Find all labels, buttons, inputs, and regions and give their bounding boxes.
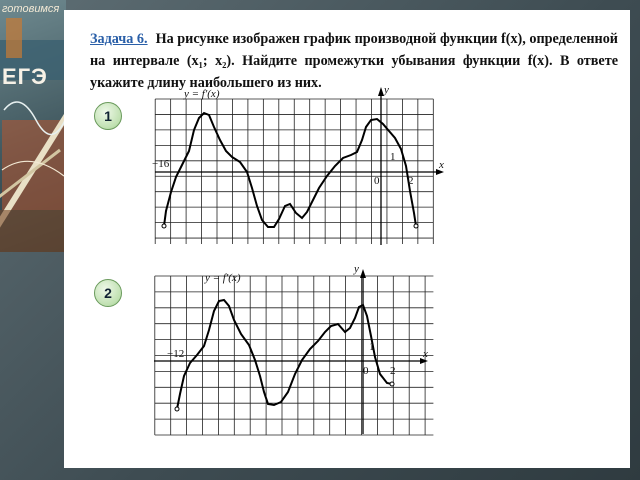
graph-2-tick-origin: 0 [363, 365, 369, 377]
graph-2-left-endpoint [175, 407, 179, 411]
graph-badge-1: 1 [94, 102, 122, 130]
graph-1-right-endpoint [414, 224, 418, 228]
graph-2-derivative-curve [177, 300, 392, 409]
graph-1-tick-origin: 0 [374, 175, 380, 187]
graph-2-tick-right: 2 [390, 365, 396, 377]
graph-2-y-label: y [354, 263, 359, 275]
graph-1-tick-y: 1 [390, 151, 396, 163]
graph-2-x-label: x [423, 348, 428, 360]
task-label: Задача 6. [90, 31, 148, 47]
graph-1 [152, 84, 444, 245]
graph-1-x-label: x [439, 159, 444, 171]
decor-ege-text: ЕГЭ [2, 64, 48, 89]
task-body: На рисунке изображен график производной функции f(x), определенной на интервале (x₁; x₂). Найдите промежутки убывания функции f(x). В ответе укажите длину наибольшего из них. [90, 31, 618, 91]
graph-1-tick-right: 2 [408, 175, 414, 187]
graph-1-function-label: y = f′(x) [184, 88, 220, 100]
graph-1-tick-left: −16 [152, 158, 170, 170]
graph-2-y-arrow [360, 269, 366, 278]
graph-1-y-label: y [384, 84, 389, 96]
graph-2-tick-y: 1 [369, 341, 375, 353]
graph-2-tick-left: −12 [167, 348, 185, 360]
graph-badge-2: 2 [94, 279, 122, 307]
graph-1-left-endpoint [162, 224, 166, 228]
graph-2-right-endpoint [390, 382, 394, 386]
graph-2-function-label: y = f′(x) [205, 272, 241, 284]
decor-top-text: готовимся [2, 3, 60, 15]
graph-2 [154, 263, 433, 435]
